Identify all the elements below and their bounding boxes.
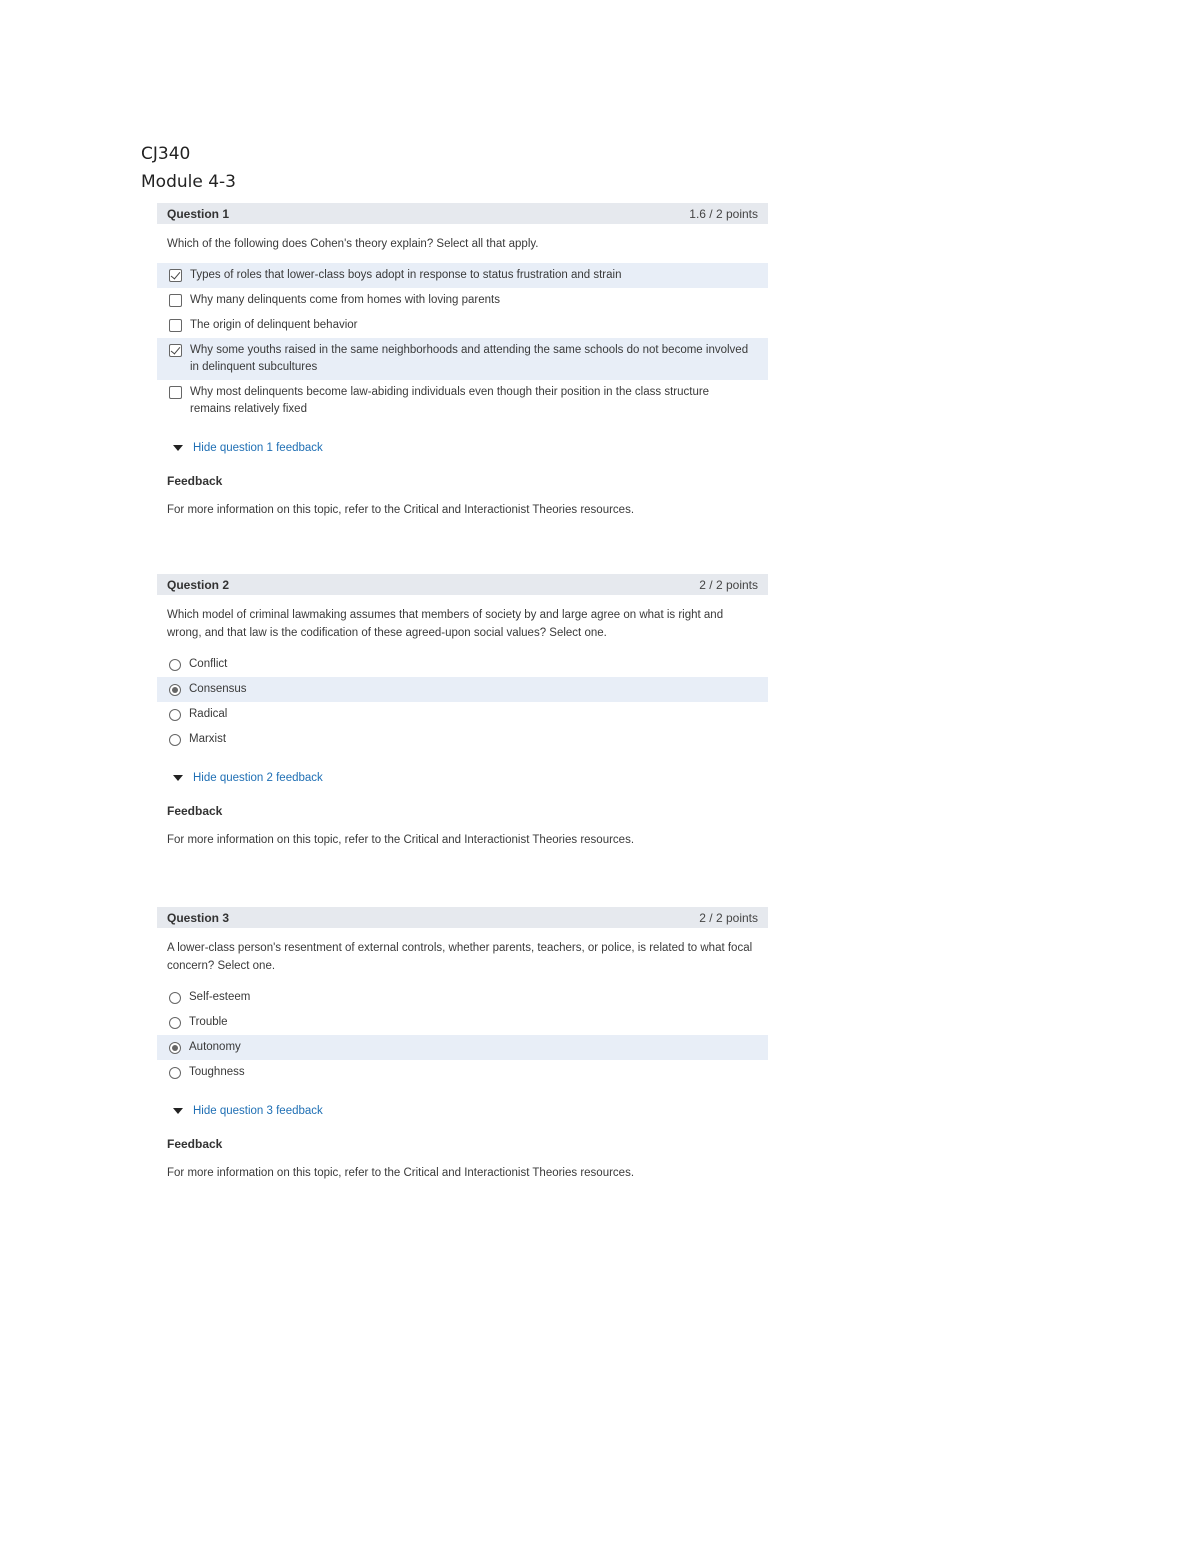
option-label: Types of roles that lower-class boys adopt in response to status frustration and strain [190, 269, 622, 281]
answer-option[interactable] [157, 263, 768, 288]
feedback-text: For more information on this topic, refer to the Critical and Interactionist Theories resources. [167, 504, 635, 516]
feedback-heading: Feedback [167, 804, 223, 818]
radio-icon[interactable] [169, 709, 181, 721]
answer-options [157, 263, 768, 422]
option-label: Autonomy [189, 1041, 241, 1053]
feedback-heading: Feedback [167, 1137, 223, 1151]
checkbox-icon[interactable] [169, 319, 182, 332]
answer-option[interactable] [157, 1010, 768, 1035]
option-label: Conflict [189, 658, 228, 670]
caret-down-icon [173, 775, 183, 781]
hide-feedback-link[interactable] [173, 442, 768, 454]
answer-option[interactable] [157, 727, 768, 752]
option-label: Why many delinquents come from homes with loving parents [190, 294, 501, 306]
feedback-text: For more information on this topic, refer to the Critical and Interactionist Theories resources. [167, 834, 635, 846]
option-label: Why some youths raised in the same neighborhoods and attending the same schools do not become involved in delinquent subcultures [190, 344, 749, 373]
question-title: Question 1 [167, 206, 230, 221]
answer-option[interactable] [157, 1035, 768, 1060]
checkbox-icon[interactable] [169, 294, 182, 307]
feedback-heading: Feedback [167, 474, 223, 488]
radio-icon[interactable] [169, 1067, 181, 1079]
answer-option[interactable] [157, 652, 768, 677]
radio-icon[interactable] [169, 992, 181, 1004]
radio-icon[interactable] [169, 659, 181, 671]
hide-feedback-link[interactable] [173, 772, 768, 784]
answer-option[interactable] [157, 380, 768, 422]
question-title: Question 3 [167, 910, 230, 925]
question-2 [157, 574, 768, 846]
radio-icon[interactable] [169, 1017, 181, 1029]
course-code: CJ340 [141, 144, 191, 164]
caret-down-icon [173, 1108, 183, 1114]
checkbox-checked-icon[interactable] [169, 344, 182, 357]
option-label: Toughness [189, 1066, 245, 1078]
answer-option[interactable] [157, 985, 768, 1010]
hide-feedback-label[interactable]: Hide question 1 feedback [193, 442, 323, 454]
answer-option[interactable] [157, 1060, 768, 1085]
option-label: The origin of delinquent behavior [190, 319, 358, 331]
question-3 [157, 907, 768, 1179]
question-1 [157, 203, 768, 516]
radio-checked-icon[interactable] [169, 1042, 181, 1054]
question-score: 1.6 / 2 points [689, 206, 758, 221]
option-label: Trouble [189, 1016, 228, 1028]
radio-icon[interactable] [169, 734, 181, 746]
question-header [157, 574, 768, 595]
checkbox-icon[interactable] [169, 386, 182, 399]
hide-feedback-link[interactable] [173, 1105, 768, 1117]
option-label: Marxist [189, 733, 227, 745]
question-text: Which of the following does Cohen's theory explain? Select all that apply. [167, 238, 539, 250]
question-header [157, 203, 768, 224]
question-title: Question 2 [167, 577, 230, 592]
answer-option[interactable] [157, 702, 768, 727]
question-header [157, 907, 768, 928]
question-score: 2 / 2 points [699, 910, 758, 925]
caret-down-icon [173, 445, 183, 451]
answer-option[interactable] [157, 288, 768, 313]
option-label: Consensus [189, 683, 247, 695]
checkbox-checked-icon[interactable] [169, 269, 182, 282]
option-label: Self-esteem [189, 991, 251, 1003]
answer-options [157, 652, 768, 752]
question-text: A lower-class person's resentment of external controls, whether parents, teachers, or police, is related to what focal concern? Select one. [167, 942, 753, 972]
answer-option[interactable] [157, 677, 768, 702]
feedback-text: For more information on this topic, refer to the Critical and Interactionist Theories resources. [167, 1167, 635, 1179]
answer-option[interactable] [157, 338, 768, 380]
module-title: Module 4-3 [141, 172, 236, 192]
hide-feedback-label[interactable]: Hide question 2 feedback [193, 772, 323, 784]
question-text: Which model of criminal lawmaking assumes that members of society by and large agree on what is right and wrong, and that law is the codification of these agreed-upon social values? Select one. [167, 609, 724, 639]
radio-checked-icon[interactable] [169, 684, 181, 696]
answer-option[interactable] [157, 313, 768, 338]
hide-feedback-label[interactable]: Hide question 3 feedback [193, 1105, 323, 1117]
option-label: Radical [189, 708, 228, 720]
answer-options [157, 985, 768, 1085]
option-label: Why most delinquents become law-abiding individuals even though their position in the class structure remains relatively fixed [190, 386, 710, 415]
question-score: 2 / 2 points [699, 577, 758, 592]
